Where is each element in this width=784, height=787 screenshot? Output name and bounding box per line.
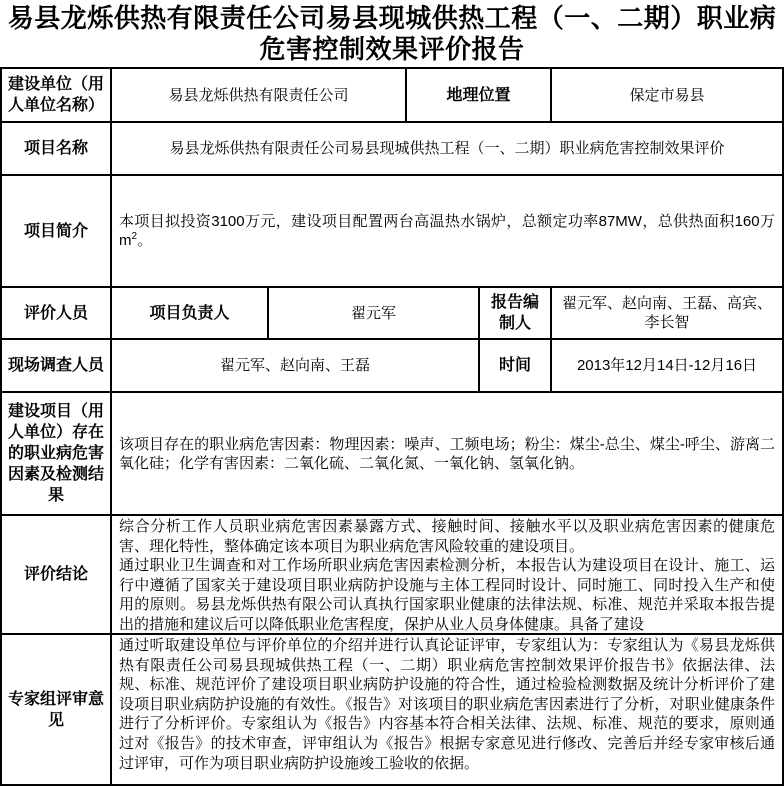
row-site-survey (2, 340, 782, 393)
row-project-intro (2, 176, 782, 288)
expert-review-label: 专家组评审意见 (2, 635, 112, 784)
conclusion-paragraph-1: 综合分析工作人员职业病危害因素暴露方式、接触时间、接触水平以及职业病危害因素的健康危害、理化特性，整体确定该本项目为职业病危害风险较重的建设项目。 (119, 518, 775, 555)
evaluators-label: 评价人员 (2, 288, 112, 338)
conclusion-label: 评价结论 (2, 516, 112, 633)
row-hazard-factors (2, 393, 782, 516)
hazard-factors-label: 建设项目（用人单位）存在的职业病危害因素及检测结果 (2, 393, 112, 514)
time-value: 2013年12月14日-12月16日 (576, 357, 758, 374)
expert-review-paragraph: 通过听取建设单位与评价单位的介绍并进行认真论证评审，专家组认为：专家组认为《易县龙烁供热有限责任公司易县现城供热工程（一、二期）职业病危害控制效果评价报告书》依据法律、法规、标准、规范评价了建设项目职业病防护设施的符合性，通过检验检测数据及统计分析评价了建设项目职业病防护设施的有效性。《报告》对该项目的职业病危害因素进行了分析，对职业健康条件进行了分析评价。专家组认为《报告》内容基本符合相关法律、法规、标准、规范的要求，原则通过对《报告》的技术审查，评审组认为《报告》根据专家意见进行修改、完善后并经专家审核后通过评审，可作为项目职业病防护设施竣工验收的依据。 (119, 637, 775, 772)
project-intro-value (112, 176, 782, 286)
row-construction-unit (2, 69, 782, 123)
construction-unit-label: 建设单位（用人单位名称） (2, 69, 112, 121)
sentence-end: 。 (137, 232, 153, 249)
report-writers-names: 翟元军、赵向南、王磊、高宾、李长智 (561, 295, 772, 331)
project-leader-name: 翟元军 (269, 288, 480, 338)
project-intro-label: 项目简介 (2, 176, 112, 286)
row-project-name (2, 123, 782, 176)
conclusion-paragraph-2: 通过职业卫生调查和对工作场所职业病危害因素检测分析，本报告认为建设项目在设计、施工、运行中遵循了国家关于建设项目职业病防护设施与主体工程同时设计、同时施工、同时投入生产和使用的原则。易县龙烁供热有限公司认真执行国家职业健康的法律法规、标准、规范并采取本报告提出的措施和建议后可以降低职业危害程度，保护从业人员身体健康。具备了建设 (119, 557, 775, 633)
construction-unit-value: 易县龙烁供热有限责任公司 (112, 69, 407, 121)
location-label: 地理位置 (407, 69, 552, 121)
row-conclusion (2, 516, 782, 635)
hazard-factors-value: 该项目存在的职业病危害因素：物理因素：噪声、工频电场；粉尘：煤尘-总尘、煤尘-呼尘、游离二氧化硅；化学有害因素：二氧化硫、二氧化氮、一氧化钠、氢氧化钠。 (119, 435, 775, 472)
location-value: 保定市易县 (629, 86, 705, 104)
project-intro-text: 本项目拟投资3100万元，建设项目配置两台高温热水锅炉，总额定功率87MW，总供热面积160万$m^2$。 (119, 213, 775, 249)
report-table (0, 67, 784, 786)
report-title: 易县龙烁供热有限责任公司易县现城供热工程（一、二期）职业病危害控制效果评价报告 (7, 4, 777, 64)
expert-review-value (112, 635, 782, 784)
site-survey-names: 翟元军、赵向南、王磊 (112, 340, 480, 391)
site-survey-label: 现场调查人员 (2, 340, 112, 391)
project-name-label: 项目名称 (2, 123, 112, 174)
project-name-value: 易县龙烁供热有限责任公司易县现城供热工程（一、二期）职业病危害控制效果评价 (169, 140, 725, 157)
time-label: 时间 (480, 340, 552, 391)
unit-superscript: 2 (131, 231, 138, 242)
row-expert-review (2, 635, 782, 786)
project-leader-label: 项目负责人 (112, 288, 269, 338)
conclusion-value (112, 516, 782, 633)
report-writers-label: 报告编制人 (480, 288, 552, 338)
unit-base: m (119, 232, 132, 249)
row-evaluators (2, 288, 782, 340)
